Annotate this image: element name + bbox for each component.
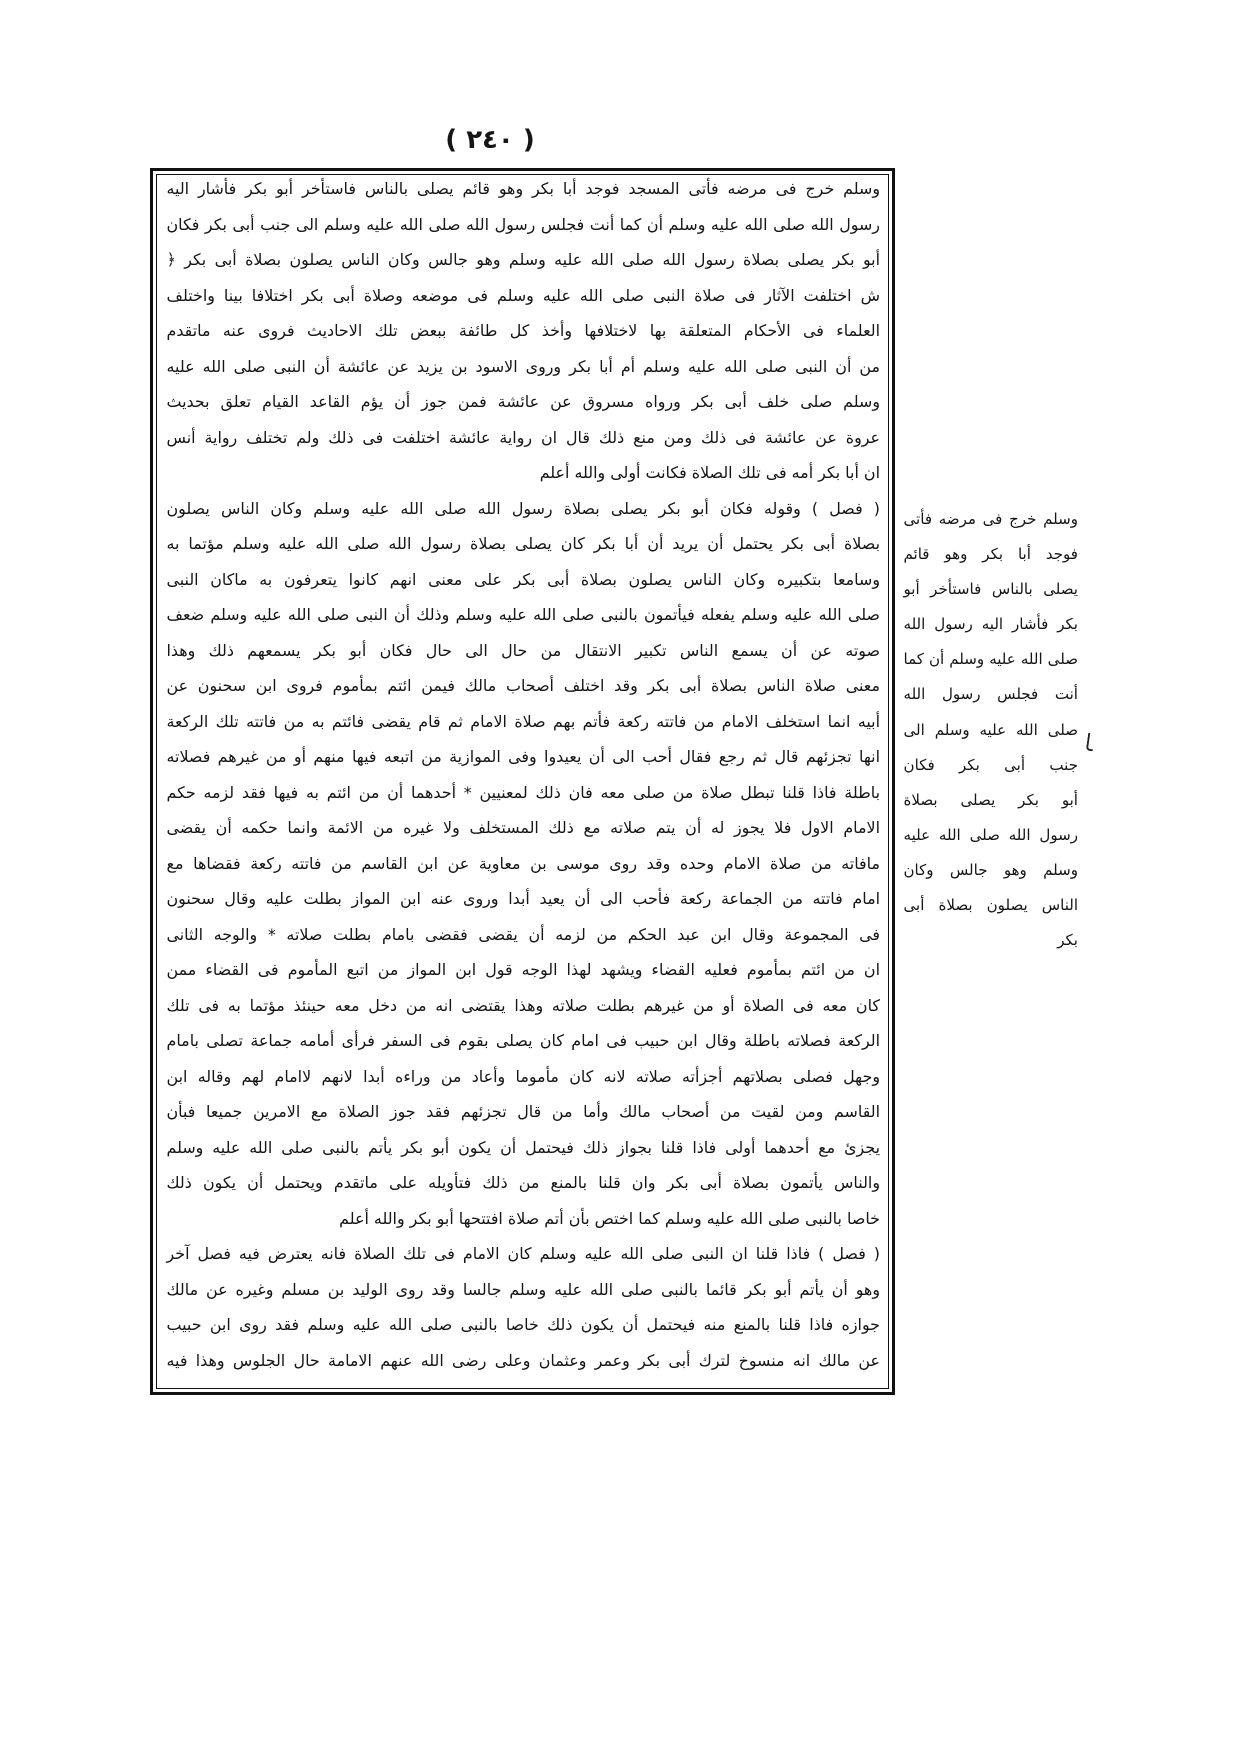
- main-text-line-text: والناس يأتمون بصلاة أبى بكر وان قلنا بالمنع من ذلك فتأويله على ماتقدم ويحتمل أن يكون ذلك: [166, 1173, 880, 1192]
- main-text-box: [150, 168, 895, 1395]
- main-text-line: [165, 1023, 880, 1059]
- main-text-line: [165, 881, 880, 917]
- main-text-line-text: فى المجموعة وقال ابن عبد الحكم من لزمه أن يقضى فقضى بامام بطلت صلاته * والوجه الثانى: [166, 924, 880, 944]
- main-text-line-text: انها تجزئهم قال ثم رجع فقال أحب الى أن يعيدوا وفى الموازية من اتبعه فيها منهم أو من غيرهم فصلاته: [166, 747, 880, 766]
- main-text-line-text: من أن النبى صلى الله عليه وسلم أم أبا بكر وروى الاسود بن يزيد عن عائشة أن النبى صلى الله عليه: [166, 356, 880, 376]
- margin-text-line: [902, 537, 1078, 572]
- main-text-line-text: يجزئ مع أحدهما أولى فاذا قلنا بجواز ذلك فيحتمل أن يكون أبو بكر يأتم بالنبى صلى الله عليه وسلم: [166, 1137, 880, 1157]
- main-text-line: [165, 242, 880, 278]
- main-text-line: [165, 562, 880, 598]
- main-text-line-text: القاسم ومن لقيت من أصحاب مالك وأما من قال تجزئهم فقد جوز الصلاة مع الامرين جميعا فبأن: [166, 1102, 880, 1121]
- margin-note: [902, 502, 1078, 958]
- main-text-line: [165, 313, 880, 349]
- main-text-line: [165, 1201, 880, 1237]
- main-text-line: [165, 917, 880, 953]
- main-text-line-text: العلماء فى الأحكام المتعلقة بها لاختلافها وأخذ كل طائفة ببعض تلك الاحاديث فروى عنه ماتقدم: [166, 321, 880, 340]
- margin-text-line-text: وسلم خرج فى مرضه فأتى: [903, 510, 1078, 528]
- main-text-line: [165, 384, 880, 420]
- main-text-line-text: وسامعا بتكبيره وكان الناس يصلون بصلاة أبى بكر على معنى انهم كانوا يتعرفون به ماكان النبى: [166, 569, 880, 589]
- margin-text-line-text: بكر فأشار اليه رسول الله: [903, 615, 1078, 634]
- main-text-line: [165, 526, 880, 562]
- main-text-line-text: امام فاتته من الجماعة ركعة فأحب الى أن يعيد أبدا وروى عنه ابن المواز بطلت عليه وقال سحنون: [166, 889, 880, 908]
- margin-text-line-text: الناس يصلون بصلاة أبى: [903, 896, 1078, 915]
- margin-text-line: [902, 923, 1078, 958]
- main-text-line: [165, 349, 880, 385]
- main-text-line-text: وهو أن يأتم أبو بكر قائما بالنبى صلى الله عليه وسلم جالسا وقد روى الوليد بن مسلم وغيره عن مالك: [166, 1279, 880, 1299]
- main-text-line: [165, 952, 880, 988]
- margin-text-line: [902, 642, 1078, 677]
- margin-text-line-text: وسلم وهو جالس وكان: [903, 860, 1078, 879]
- main-text-line: [165, 810, 880, 846]
- main-text-line: [165, 597, 880, 633]
- main-text-line: [165, 455, 880, 491]
- margin-text-line-text: صلى الله عليه وسلم أن كما: [903, 650, 1078, 669]
- margin-text-line-text: أنت فجلس رسول الله: [903, 685, 1078, 704]
- main-text-line-text: ( فصل ) وقوله فكان أبو بكر يصلى بصلاة رسول الله صلى الله عليه وسلم وكان الناس يصلون: [166, 498, 880, 518]
- main-text-line-text: عروة عن عائشة فى ذلك ومن منع ذلك قال ان رواية عائشة اختلفت فى ذلك ولم تختلف رواية أنس: [166, 427, 880, 447]
- main-text-line: [165, 491, 880, 527]
- main-text-line: [165, 207, 880, 243]
- main-text-line: [165, 1059, 880, 1095]
- main-text-line: [165, 739, 880, 775]
- main-text-body: [165, 171, 880, 1378]
- main-text-line-text: الركعة فصلاته باطلة وقال ابن حبيب فى امام كان يصلى بقوم فى السفر فرأى أمامه جماعة تصلى بامام: [166, 1031, 880, 1050]
- main-text-line: [165, 668, 880, 704]
- main-text-line-text: ان من ائتم بمأموم فعليه القضاء ويشهد لهذا الوجه قول ابن المواز من اتبع المأموم فى القضاء ممن: [166, 960, 880, 979]
- main-text-line: [165, 278, 880, 314]
- main-text-line-text: وسلم خرج فى مرضه فأتى المسجد فوجد أبا بكر وهو قائم يصلى بالناس فاستأخر أبو بكر فأشار اليه: [166, 179, 880, 198]
- margin-text-line: [902, 607, 1078, 642]
- main-text-line: [165, 988, 880, 1024]
- margin-text-line-text: يصلى بالناس فاستأخر أبو: [903, 580, 1078, 599]
- main-text-line-text: صلى الله عليه وسلم يفعله فيأتمون بالنبى صلى الله عليه وسلم وذلك أن النبى صلى الله عليه وسلم ضعف: [166, 605, 880, 624]
- main-text-line: [165, 1094, 880, 1130]
- margin-text-line-text: جنب أبى بكر فكان: [903, 755, 1078, 774]
- main-text-line: [165, 1130, 880, 1166]
- main-text-line: [165, 1343, 880, 1379]
- margin-text-line-text: فوجد أبا بكر وهو قائم: [903, 545, 1078, 564]
- main-text-line-text: ( فصل ) فاذا قلنا ان النبى صلى الله عليه وسلم كان الامام فى تلك الصلاة فانه يعترض فيه فصل آخر: [166, 1244, 880, 1263]
- main-text-line-text: بصلاة أبى بكر يحتمل أن يريد أن أبا بكر كان يصلى بصلاة رسول الله صلى الله عليه وسلم مؤتما به: [166, 534, 880, 553]
- margin-text-line: [902, 572, 1078, 607]
- main-text-line-text: جوازه فاذا قلنا بالمنع منه فيحتمل أن يكون ذلك خاصا بالنبى صلى الله عليه وسلم فقد روى ابن حبيب: [166, 1315, 880, 1334]
- margin-text-line-text: رسول الله صلى الله عليه: [903, 825, 1078, 844]
- margin-text-line: [902, 713, 1078, 748]
- main-text-line-text: رسول الله صلى الله عليه وسلم أن كما أنت فجلس رسول الله صلى الله عليه وسلم الى جنب أبى بكر فكان: [166, 214, 880, 234]
- main-text-line-text: كان معه فى الصلاة أو من غيرهم بطلت صلاته وهذا يقتضى انه من دخل معه حينئذ مؤتما به فى تلك: [166, 995, 880, 1015]
- main-text-line: [165, 704, 880, 740]
- page-number: ( ٢٤٠ ): [445, 125, 535, 155]
- main-text-line-text: خاصا بالنبى صلى الله عليه وسلم كما اختص بأن أتم صلاة افتتحها أبو بكر والله أعلم: [339, 1208, 880, 1228]
- main-text-line: [165, 633, 880, 669]
- main-text-line: [165, 846, 880, 882]
- main-text-line-text: وجهل فصلى بصلاتهم أجزأته صلاته لانه كان مأموما وأعاد من وراءه أبدا لانهم لاامام لهم وقاله ابن: [166, 1066, 880, 1086]
- main-text-line-text: ش اختلفت الآثار فى صلاة النبى صلى الله عليه وسلم فى موضعه وصلاة أبى بكر اختلافا بينا واختلف: [166, 285, 880, 305]
- main-text-line-text: أبو بكر يصلى بصلاة رسول الله صلى الله عليه وسلم وهو جالس وكان الناس يصلون بصلاة أبى بكر ﴿: [166, 250, 880, 269]
- main-text-line-text: باطلة فاذا قلنا تبطل صلاة من صلى معه فان ذلك لمعنيين * أحدهما أن من ائتم به فيها فقد لزمه حكم: [166, 782, 880, 802]
- main-text-line: [165, 420, 880, 456]
- main-text-line-text: عن مالك انه منسوخ لترك أبى بكر وعمر وعثمان وعلى رضى الله عنهم الامامة حال الجلوس وهذا فيه: [166, 1350, 880, 1370]
- main-text-line-text: أبيه انما استخلف الامام من فاتته ركعة فأتم بهم صلاة الامام ثم قام يقضى فائتم به من فاتته تلك الركعة: [166, 711, 880, 731]
- margin-text-line: [902, 502, 1078, 537]
- margin-text-line: [902, 677, 1078, 712]
- main-text-line: [165, 1307, 880, 1343]
- margin-ink-mark: [1086, 733, 1095, 752]
- margin-text-line-text: صلى الله عليه وسلم الى: [903, 720, 1078, 739]
- main-text-line-text: ان أبا بكر أمه فى تلك الصلاة فكانت أولى والله أعلم: [539, 463, 880, 482]
- main-text-line: [165, 171, 880, 207]
- margin-text-line: [902, 888, 1078, 923]
- main-text-line-text: معنى صلاة الناس بصلاة أبى بكر وقد اختلف أصحاب مالك فيمن ائتم بمأموم فروى ابن سحنون عن: [166, 676, 880, 695]
- main-text-line-text: وسلم صلى خلف أبى بكر ورواه مسروق عن عائشة فمن جوز أن يؤم القاعد القيام تعلق بحديث: [166, 392, 880, 411]
- main-text-line: [165, 1165, 880, 1201]
- margin-text-line-text: بكر: [1057, 931, 1078, 950]
- margin-text-line: [902, 853, 1078, 888]
- main-text-line-text: صوته عن أن يسمع الناس تكبير الانتقال من حال الى حال فكان أبو بكر يسمعهم ذلك وهذا: [166, 640, 880, 660]
- margin-text-line: [902, 783, 1078, 818]
- main-text-line: [165, 1272, 880, 1308]
- main-text-line: [165, 775, 880, 811]
- margin-text-line: [902, 818, 1078, 853]
- main-text-line-text: الامام الاول فلا يجوز له أن يتم صلاته مع ذلك المستخلف ولا غيره من الائمة وانما حكمه أن يقضى: [166, 818, 880, 837]
- main-text-line-text: مافاته من صلاة الامام وحده وقد روى موسى بن معاوية عن ابن القاسم من فاتته ركعة فقضاها مع: [166, 853, 880, 873]
- main-text-line: [165, 1236, 880, 1272]
- margin-text-line-text: أبو بكر يصلى بصلاة: [903, 790, 1078, 809]
- margin-text-line: [902, 748, 1078, 783]
